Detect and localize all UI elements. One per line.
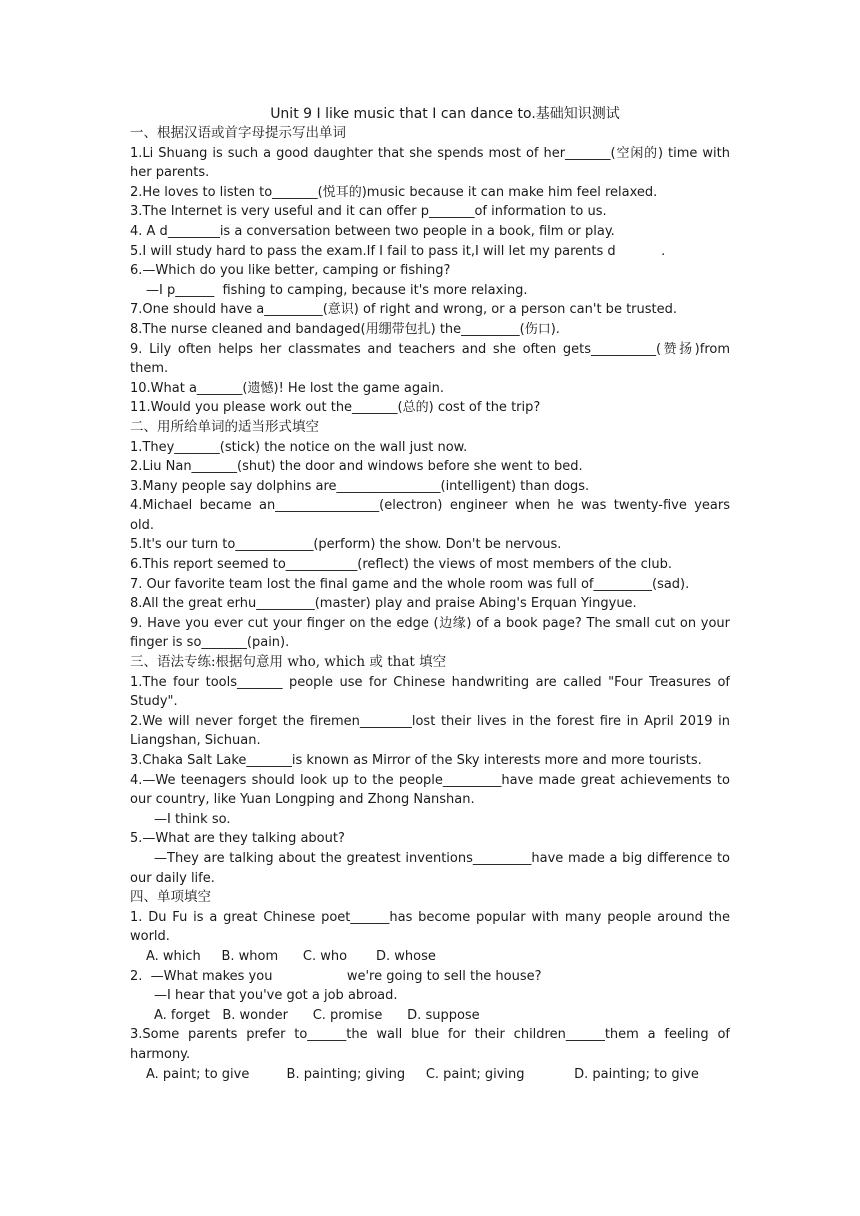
text-line: 1.The four tools_______ people use for Chinese handwriting are called "Four Treasures of <box>130 674 730 690</box>
text-line: them. <box>130 361 169 377</box>
section-heading: 四、单项填空 <box>130 889 211 906</box>
text-line: —I p______ fishing to camping, because it's more relaxing. <box>146 282 528 298</box>
text-line: 4. A d________is a conversation between two people in a book, film or play. <box>130 223 615 239</box>
text-line: 5.It's our turn to____________(perform) the show. Don't be nervous. <box>130 537 562 553</box>
text-line: 6.—Which do you like better, camping or fishing? <box>130 263 451 279</box>
text-line: —They are talking about the greatest inventions_________have made a big difference to <box>154 850 730 866</box>
text-line: Study". <box>130 694 178 710</box>
text-line: 2.Liu Nan_______(shut) the door and windows before she went to bed. <box>130 459 583 475</box>
text-line: our country, like Yuan Longping and Zhong Nanshan. <box>130 792 475 808</box>
text-line: —I think so. <box>154 811 231 827</box>
text-line: 4.Michael became an________________(electron) engineer when he was twenty-five years <box>130 498 730 514</box>
text-line: 2.We will never forget the firemen________lost their lives in the forest fire in April 2019 in <box>130 713 730 729</box>
text-line: 1. Du Fu is a great Chinese poet______has become popular with many people around the <box>130 909 730 925</box>
text-line: A. forget B. wonder C. promise D. suppose <box>154 1007 480 1023</box>
text-line: 3.Some parents prefer to______the wall blue for their children______them a feeling of <box>130 1027 730 1043</box>
text-line: 8.The nurse cleaned and bandaged(用绷带包扎) the_________(伤口). <box>130 321 560 337</box>
text-line: 5.I will study hard to pass the exam.If I fail to pass it,I will let my parents d . <box>130 243 666 259</box>
text-line: —I hear that you've got a job abroad. <box>154 988 398 1004</box>
document-title: Unit 9 I like music that I can dance to.基础知识测试 <box>270 106 620 122</box>
text-line: 8.All the great erhu_________(master) play and praise Abing's Erquan Yingyue. <box>130 596 637 612</box>
text-line: our daily life. <box>130 870 215 886</box>
document-page <box>130 104 730 1084</box>
text-line: 10.What a_______(遗憾)! He lost the game again. <box>130 380 445 396</box>
document-body <box>130 124 730 1084</box>
section-heading: 三、语法专练:根据句意用 who, which 或 that 填空 <box>130 654 447 671</box>
text-line: old. <box>130 517 154 533</box>
text-line: 2. —What makes you we're going to sell the house? <box>130 968 542 984</box>
text-line: 1.They_______(stick) the notice on the wall just now. <box>130 439 468 455</box>
text-line: finger is so_______(pain). <box>130 635 290 651</box>
text-line: 7.One should have a_________(意识) of right and wrong, or a person can't be trusted. <box>130 302 678 318</box>
text-line: 3.The Internet is very useful and it can offer p_______of information to us. <box>130 204 607 220</box>
section-heading: 二、用所给单词的适当形式填空 <box>130 418 319 435</box>
section-heading: 一、根据汉语或首字母提示写出单词 <box>130 125 346 141</box>
text-line: 1.Li Shuang is such a good daughter that she spends most of her_______(空闲的) time with <box>130 145 730 161</box>
text-line: world. <box>130 929 170 945</box>
text-line: 7. Our favorite team lost the final game and the whole room was full of_________(sad). <box>130 576 690 592</box>
text-line: 3.Many people say dolphins are________________(intelligent) than dogs. <box>130 478 590 494</box>
text-line: her parents. <box>130 165 210 181</box>
text-line: A. paint; to give B. painting; giving C. paint; giving D. painting; to give <box>146 1066 699 1082</box>
text-line: Liangshan, Sichuan. <box>130 733 261 749</box>
text-line: 5.—What are they talking about? <box>130 831 345 847</box>
text-line: A. which B. whom C. who D. whose <box>146 948 436 964</box>
text-line: 6.This report seemed to___________(reflect) the views of most members of the club. <box>130 557 672 573</box>
text-line: 2.He loves to listen to_______(悦耳的)music because it can make him feel relaxed. <box>130 184 658 200</box>
text-line: harmony. <box>130 1046 191 1062</box>
text-line: 9. Have you ever cut your finger on the edge (边缘) of a book page? The small cut on your <box>130 615 730 631</box>
text-line: 9. Lily often helps her classmates and teachers and she often gets__________(赞扬)from <box>130 341 730 357</box>
text-line: 11.Would you please work out the_______(总的) cost of the trip? <box>130 400 541 416</box>
text-line: 3.Chaka Salt Lake_______is known as Mirror of the Sky interests more and more tourists. <box>130 753 702 768</box>
text-line: 4.—We teenagers should look up to the people_________have made great achievements to <box>130 772 730 788</box>
